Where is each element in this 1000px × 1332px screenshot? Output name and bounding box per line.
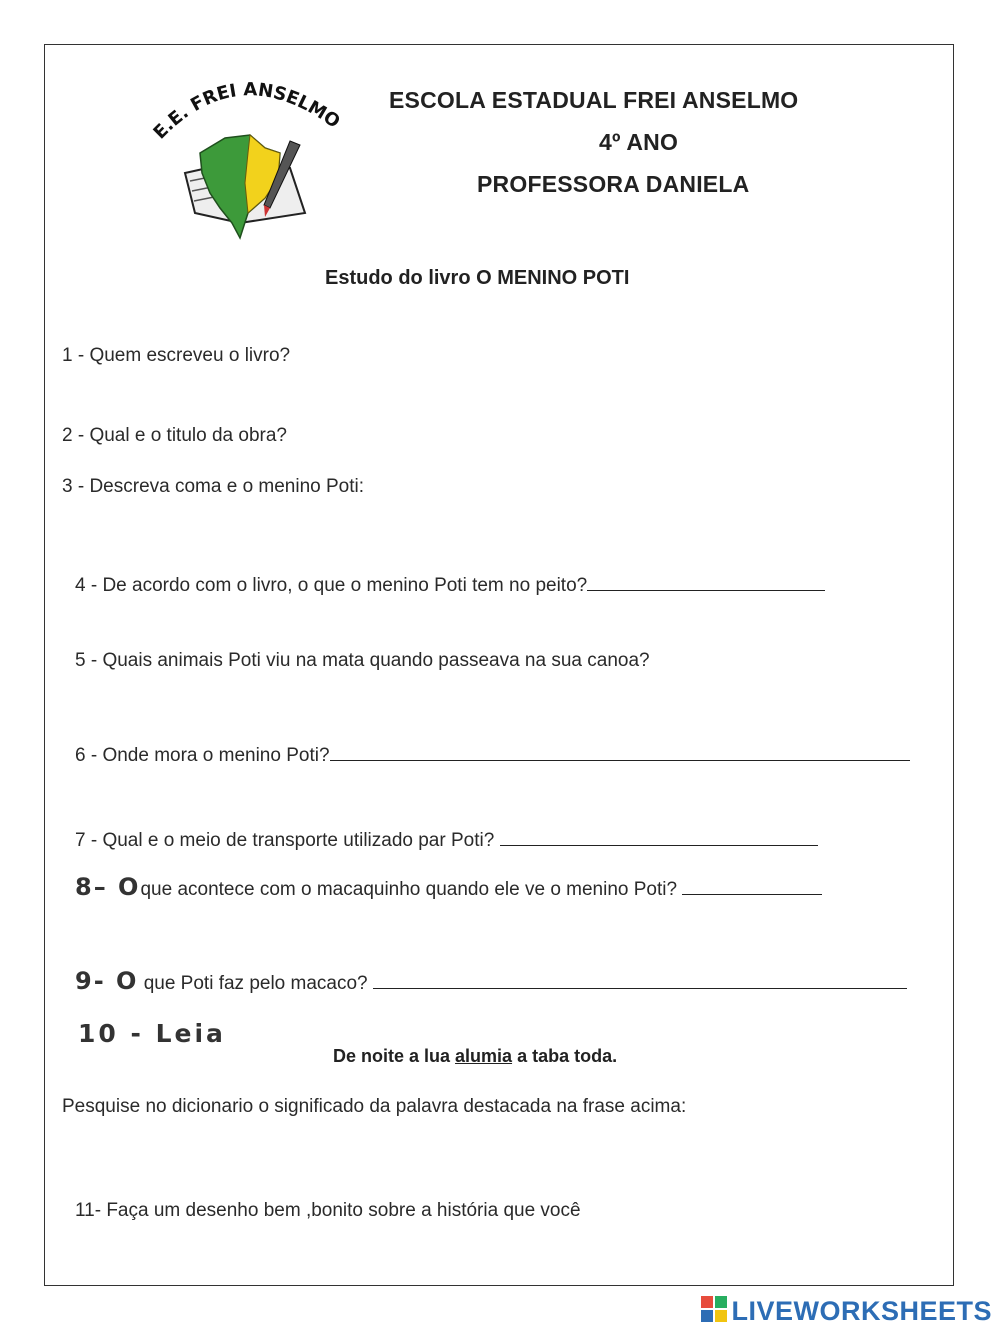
- question-3: 3 - Descreva coma e o menino Poti:: [62, 476, 365, 497]
- sentence-part-before: De noite a lua: [333, 1046, 456, 1066]
- worksheet-title: Estudo do livro O MENINO POTI: [325, 267, 630, 289]
- question-11: 11- Faça um desenho bem ,bonito sobre a história que você: [75, 1200, 581, 1221]
- question-6-text: 6 - Onde mora o menino Poti?: [75, 745, 330, 766]
- svg-text:E.E. FREI ANSELMO: E.E. FREI ANSELMO: [149, 79, 344, 144]
- question-7: [75, 830, 818, 852]
- question-4-text: 4 - De acordo com o livro, o que o menino Poti tem no peito?: [75, 575, 588, 596]
- liveworksheets-brand: [701, 1296, 992, 1329]
- teacher-name: PROFESSORA DANIELA: [477, 171, 750, 197]
- answer-line-6[interactable]: [330, 760, 910, 761]
- question-5: 5 - Quais animais Poti viu na mata quando passeava na sua canoa?: [75, 650, 650, 671]
- school-logo-graphic: [140, 73, 350, 243]
- question-10-instruction: Pesquise no dicionario o significado da palavra destacada na frase acima:: [62, 1096, 687, 1117]
- liveworksheets-text: LIVEWORKSHEETS: [731, 1296, 992, 1326]
- question-9-number: 9- O: [75, 967, 139, 995]
- answer-line-9[interactable]: [373, 988, 907, 989]
- liveworksheets-logo-icon: [701, 1296, 727, 1329]
- answer-line-7[interactable]: [500, 845, 818, 846]
- question-4: [75, 575, 825, 597]
- worksheet-page: [44, 44, 954, 1286]
- answer-line-4[interactable]: [587, 590, 825, 591]
- answer-line-8[interactable]: [682, 894, 822, 895]
- question-9: [75, 967, 907, 995]
- question-7-text: 7 - Qual e o meio de transporte utilizado par Poti?: [75, 830, 495, 851]
- question-2: 2 - Qual e o titulo da obra?: [62, 425, 287, 446]
- school-name: ESCOLA ESTADUAL FREI ANSELMO: [389, 87, 799, 113]
- highlighted-word: alumia: [455, 1046, 513, 1066]
- sentence-part-after: a taba toda.: [512, 1046, 618, 1066]
- question-8-text: que acontece com o macaquinho quando ele ve o menino Poti?: [140, 879, 678, 900]
- grade: 4º ANO: [599, 129, 679, 155]
- question-8: [75, 873, 822, 901]
- school-logo: [140, 73, 350, 243]
- question-1: 1 - Quem escreveu o livro?: [62, 345, 291, 366]
- question-6: [75, 745, 910, 767]
- question-8-number: 8– O: [75, 873, 141, 901]
- question-10-sentence: [333, 1046, 617, 1067]
- question-10-heading: 10 - Leia: [78, 1019, 226, 1048]
- question-9-text: que Poti faz pelo macaco?: [143, 973, 368, 994]
